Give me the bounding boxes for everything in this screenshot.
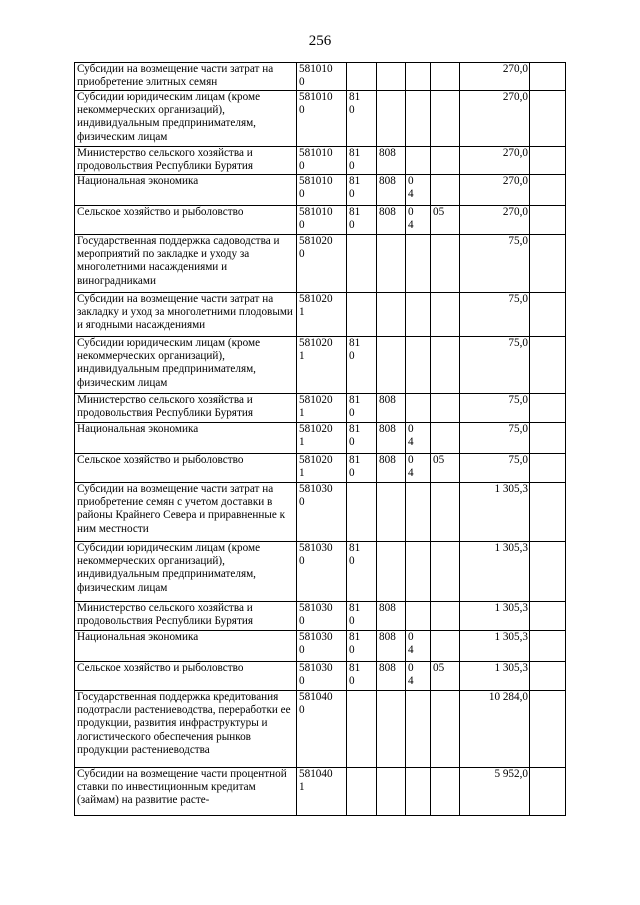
table-row	[75, 63, 566, 91]
row-expense-type: 81 0	[347, 602, 377, 631]
row-name: Национальная экономика	[75, 423, 297, 454]
row-extra	[530, 423, 566, 454]
row-sum: 270,0	[460, 206, 530, 235]
row-name: Государственная поддержка кредитования подотрасли растениеводства, переработки ее продукции, развития инфраструктуры и логистического обеспечения рынков продукции растениеводства	[75, 691, 297, 768]
row-subsection	[431, 63, 460, 91]
row-name: Национальная экономика	[75, 631, 297, 662]
row-subsection	[431, 394, 460, 423]
row-section: 0 4	[406, 454, 431, 483]
row-section: 0 4	[406, 662, 431, 691]
row-name: Субсидии юридическим лицам (кроме некоммерческих организаций), индивидуальным предпринимателям, физическим лицам	[75, 542, 297, 602]
row-sum: 75,0	[460, 293, 530, 337]
row-sum: 1 305,3	[460, 483, 530, 542]
row-expense-type	[347, 768, 377, 816]
row-name: Национальная экономика	[75, 175, 297, 206]
row-code: 581020 0	[297, 235, 347, 293]
row-code: 581020 1	[297, 454, 347, 483]
row-department	[377, 542, 406, 602]
row-name: Субсидии юридическим лицам (кроме некоммерческих организаций), индивидуальным предпринимателям, физическим лицам	[75, 91, 297, 147]
row-section	[406, 602, 431, 631]
row-code: 581020 1	[297, 423, 347, 454]
row-subsection	[431, 293, 460, 337]
row-extra	[530, 63, 566, 91]
table-row	[75, 175, 566, 206]
row-name: Сельское хозяйство и рыболовство	[75, 206, 297, 235]
row-section	[406, 147, 431, 175]
row-sum: 270,0	[460, 147, 530, 175]
row-code: 581020 1	[297, 293, 347, 337]
table-row	[75, 91, 566, 147]
row-sum: 75,0	[460, 454, 530, 483]
row-expense-type: 81 0	[347, 423, 377, 454]
row-extra	[530, 768, 566, 816]
table-row	[75, 602, 566, 631]
row-sum: 75,0	[460, 423, 530, 454]
row-code: 581020 1	[297, 337, 347, 394]
row-sum: 1 305,3	[460, 542, 530, 602]
row-subsection: 05	[431, 206, 460, 235]
row-extra	[530, 91, 566, 147]
row-subsection	[431, 175, 460, 206]
row-subsection	[431, 631, 460, 662]
row-code: 581010 0	[297, 63, 347, 91]
row-department	[377, 63, 406, 91]
row-expense-type: 81 0	[347, 542, 377, 602]
row-name: Сельское хозяйство и рыболовство	[75, 662, 297, 691]
table-row	[75, 206, 566, 235]
row-subsection	[431, 768, 460, 816]
row-name: Министерство сельского хозяйства и продовольствия Республики Бурятия	[75, 602, 297, 631]
row-extra	[530, 235, 566, 293]
row-sum: 270,0	[460, 91, 530, 147]
row-code: 581020 1	[297, 394, 347, 423]
row-expense-type: 81 0	[347, 206, 377, 235]
row-expense-type	[347, 235, 377, 293]
table-row	[75, 147, 566, 175]
row-code: 581040 1	[297, 768, 347, 816]
row-extra	[530, 602, 566, 631]
row-department: 808	[377, 662, 406, 691]
row-subsection	[431, 542, 460, 602]
row-expense-type: 81 0	[347, 337, 377, 394]
row-name: Субсидии на возмещение части затрат на приобретение семян с учетом доставки в районы Крайнего Севера и приравненные к ним местности	[75, 483, 297, 542]
row-department: 808	[377, 175, 406, 206]
row-expense-type: 81 0	[347, 175, 377, 206]
row-subsection	[431, 483, 460, 542]
row-section	[406, 293, 431, 337]
row-expense-type: 81 0	[347, 147, 377, 175]
row-subsection	[431, 602, 460, 631]
row-name: Субсидии на возмещение части затрат на приобретение элитных семян	[75, 63, 297, 91]
row-section	[406, 542, 431, 602]
row-department	[377, 293, 406, 337]
row-department: 808	[377, 206, 406, 235]
row-extra	[530, 483, 566, 542]
row-sum: 5 952,0	[460, 768, 530, 816]
row-sum: 1 305,3	[460, 602, 530, 631]
row-code: 581040 0	[297, 691, 347, 768]
row-name: Субсидии на возмещение части процентной ставки по инвестиционным кредитам (займам) на развитие расте-	[75, 768, 297, 816]
row-extra	[530, 293, 566, 337]
row-extra	[530, 631, 566, 662]
row-sum: 75,0	[460, 337, 530, 394]
row-department: 808	[377, 394, 406, 423]
row-extra	[530, 206, 566, 235]
table-row	[75, 662, 566, 691]
row-name: Субсидии юридическим лицам (кроме некоммерческих организаций), индивидуальным предпринимателям, физическим лицам	[75, 337, 297, 394]
row-sum: 270,0	[460, 63, 530, 91]
table-row	[75, 768, 566, 816]
row-section: 0 4	[406, 423, 431, 454]
row-department: 808	[377, 423, 406, 454]
row-extra	[530, 337, 566, 394]
row-expense-type	[347, 63, 377, 91]
row-extra	[530, 662, 566, 691]
row-sum: 75,0	[460, 394, 530, 423]
row-subsection	[431, 91, 460, 147]
table-row	[75, 423, 566, 454]
row-subsection	[431, 691, 460, 768]
row-section	[406, 235, 431, 293]
row-name: Государственная поддержка садоводства и мероприятий по закладке и уходу за многолетними насаждениями и виноградниками	[75, 235, 297, 293]
row-expense-type: 81 0	[347, 394, 377, 423]
row-extra	[530, 147, 566, 175]
table-row	[75, 542, 566, 602]
row-section	[406, 63, 431, 91]
row-section	[406, 691, 431, 768]
row-code: 581010 0	[297, 175, 347, 206]
table-row	[75, 394, 566, 423]
row-department	[377, 235, 406, 293]
table-row	[75, 691, 566, 768]
page-number: 256	[308, 33, 332, 49]
row-section: 0 4	[406, 206, 431, 235]
row-department: 808	[377, 147, 406, 175]
table-row	[75, 483, 566, 542]
row-section	[406, 768, 431, 816]
row-subsection: 05	[431, 662, 460, 691]
row-subsection	[431, 337, 460, 394]
row-expense-type: 81 0	[347, 631, 377, 662]
row-subsection: 05	[431, 454, 460, 483]
row-code: 581010 0	[297, 147, 347, 175]
row-expense-type: 81 0	[347, 454, 377, 483]
row-code: 581030 0	[297, 483, 347, 542]
row-department	[377, 337, 406, 394]
table-row	[75, 337, 566, 394]
row-sum: 270,0	[460, 175, 530, 206]
row-name: Субсидии на возмещение части затрат на закладку и уход за многолетними плодовыми и ягодными насаждениями	[75, 293, 297, 337]
row-name: Сельское хозяйство и рыболовство	[75, 454, 297, 483]
row-extra	[530, 394, 566, 423]
row-expense-type: 81 0	[347, 662, 377, 691]
row-code: 581010 0	[297, 91, 347, 147]
row-sum: 10 284,0	[460, 691, 530, 768]
row-expense-type	[347, 293, 377, 337]
row-code: 581030 0	[297, 602, 347, 631]
row-code: 581030 0	[297, 631, 347, 662]
row-sum: 75,0	[460, 235, 530, 293]
row-section: 0 4	[406, 631, 431, 662]
table-row	[75, 293, 566, 337]
row-department: 808	[377, 631, 406, 662]
row-subsection	[431, 235, 460, 293]
row-expense-type: 81 0	[347, 91, 377, 147]
row-sum: 1 305,3	[460, 662, 530, 691]
row-code: 581030 0	[297, 662, 347, 691]
row-extra	[530, 691, 566, 768]
row-section	[406, 394, 431, 423]
row-name: Министерство сельского хозяйства и продовольствия Республики Бурятия	[75, 394, 297, 423]
row-section: 0 4	[406, 175, 431, 206]
row-subsection	[431, 423, 460, 454]
row-expense-type	[347, 691, 377, 768]
row-code: 581030 0	[297, 542, 347, 602]
table-row	[75, 235, 566, 293]
table-row	[75, 631, 566, 662]
row-expense-type	[347, 483, 377, 542]
row-subsection	[431, 147, 460, 175]
row-section	[406, 337, 431, 394]
budget-table	[74, 62, 566, 816]
row-code: 581010 0	[297, 206, 347, 235]
row-name: Министерство сельского хозяйства и продовольствия Республики Бурятия	[75, 147, 297, 175]
row-extra	[530, 175, 566, 206]
row-extra	[530, 542, 566, 602]
table-row	[75, 454, 566, 483]
row-sum: 1 305,3	[460, 631, 530, 662]
row-department	[377, 483, 406, 542]
row-section	[406, 483, 431, 542]
row-department: 808	[377, 602, 406, 631]
row-department	[377, 91, 406, 147]
row-department	[377, 691, 406, 768]
row-department	[377, 768, 406, 816]
row-extra	[530, 454, 566, 483]
row-section	[406, 91, 431, 147]
row-department: 808	[377, 454, 406, 483]
